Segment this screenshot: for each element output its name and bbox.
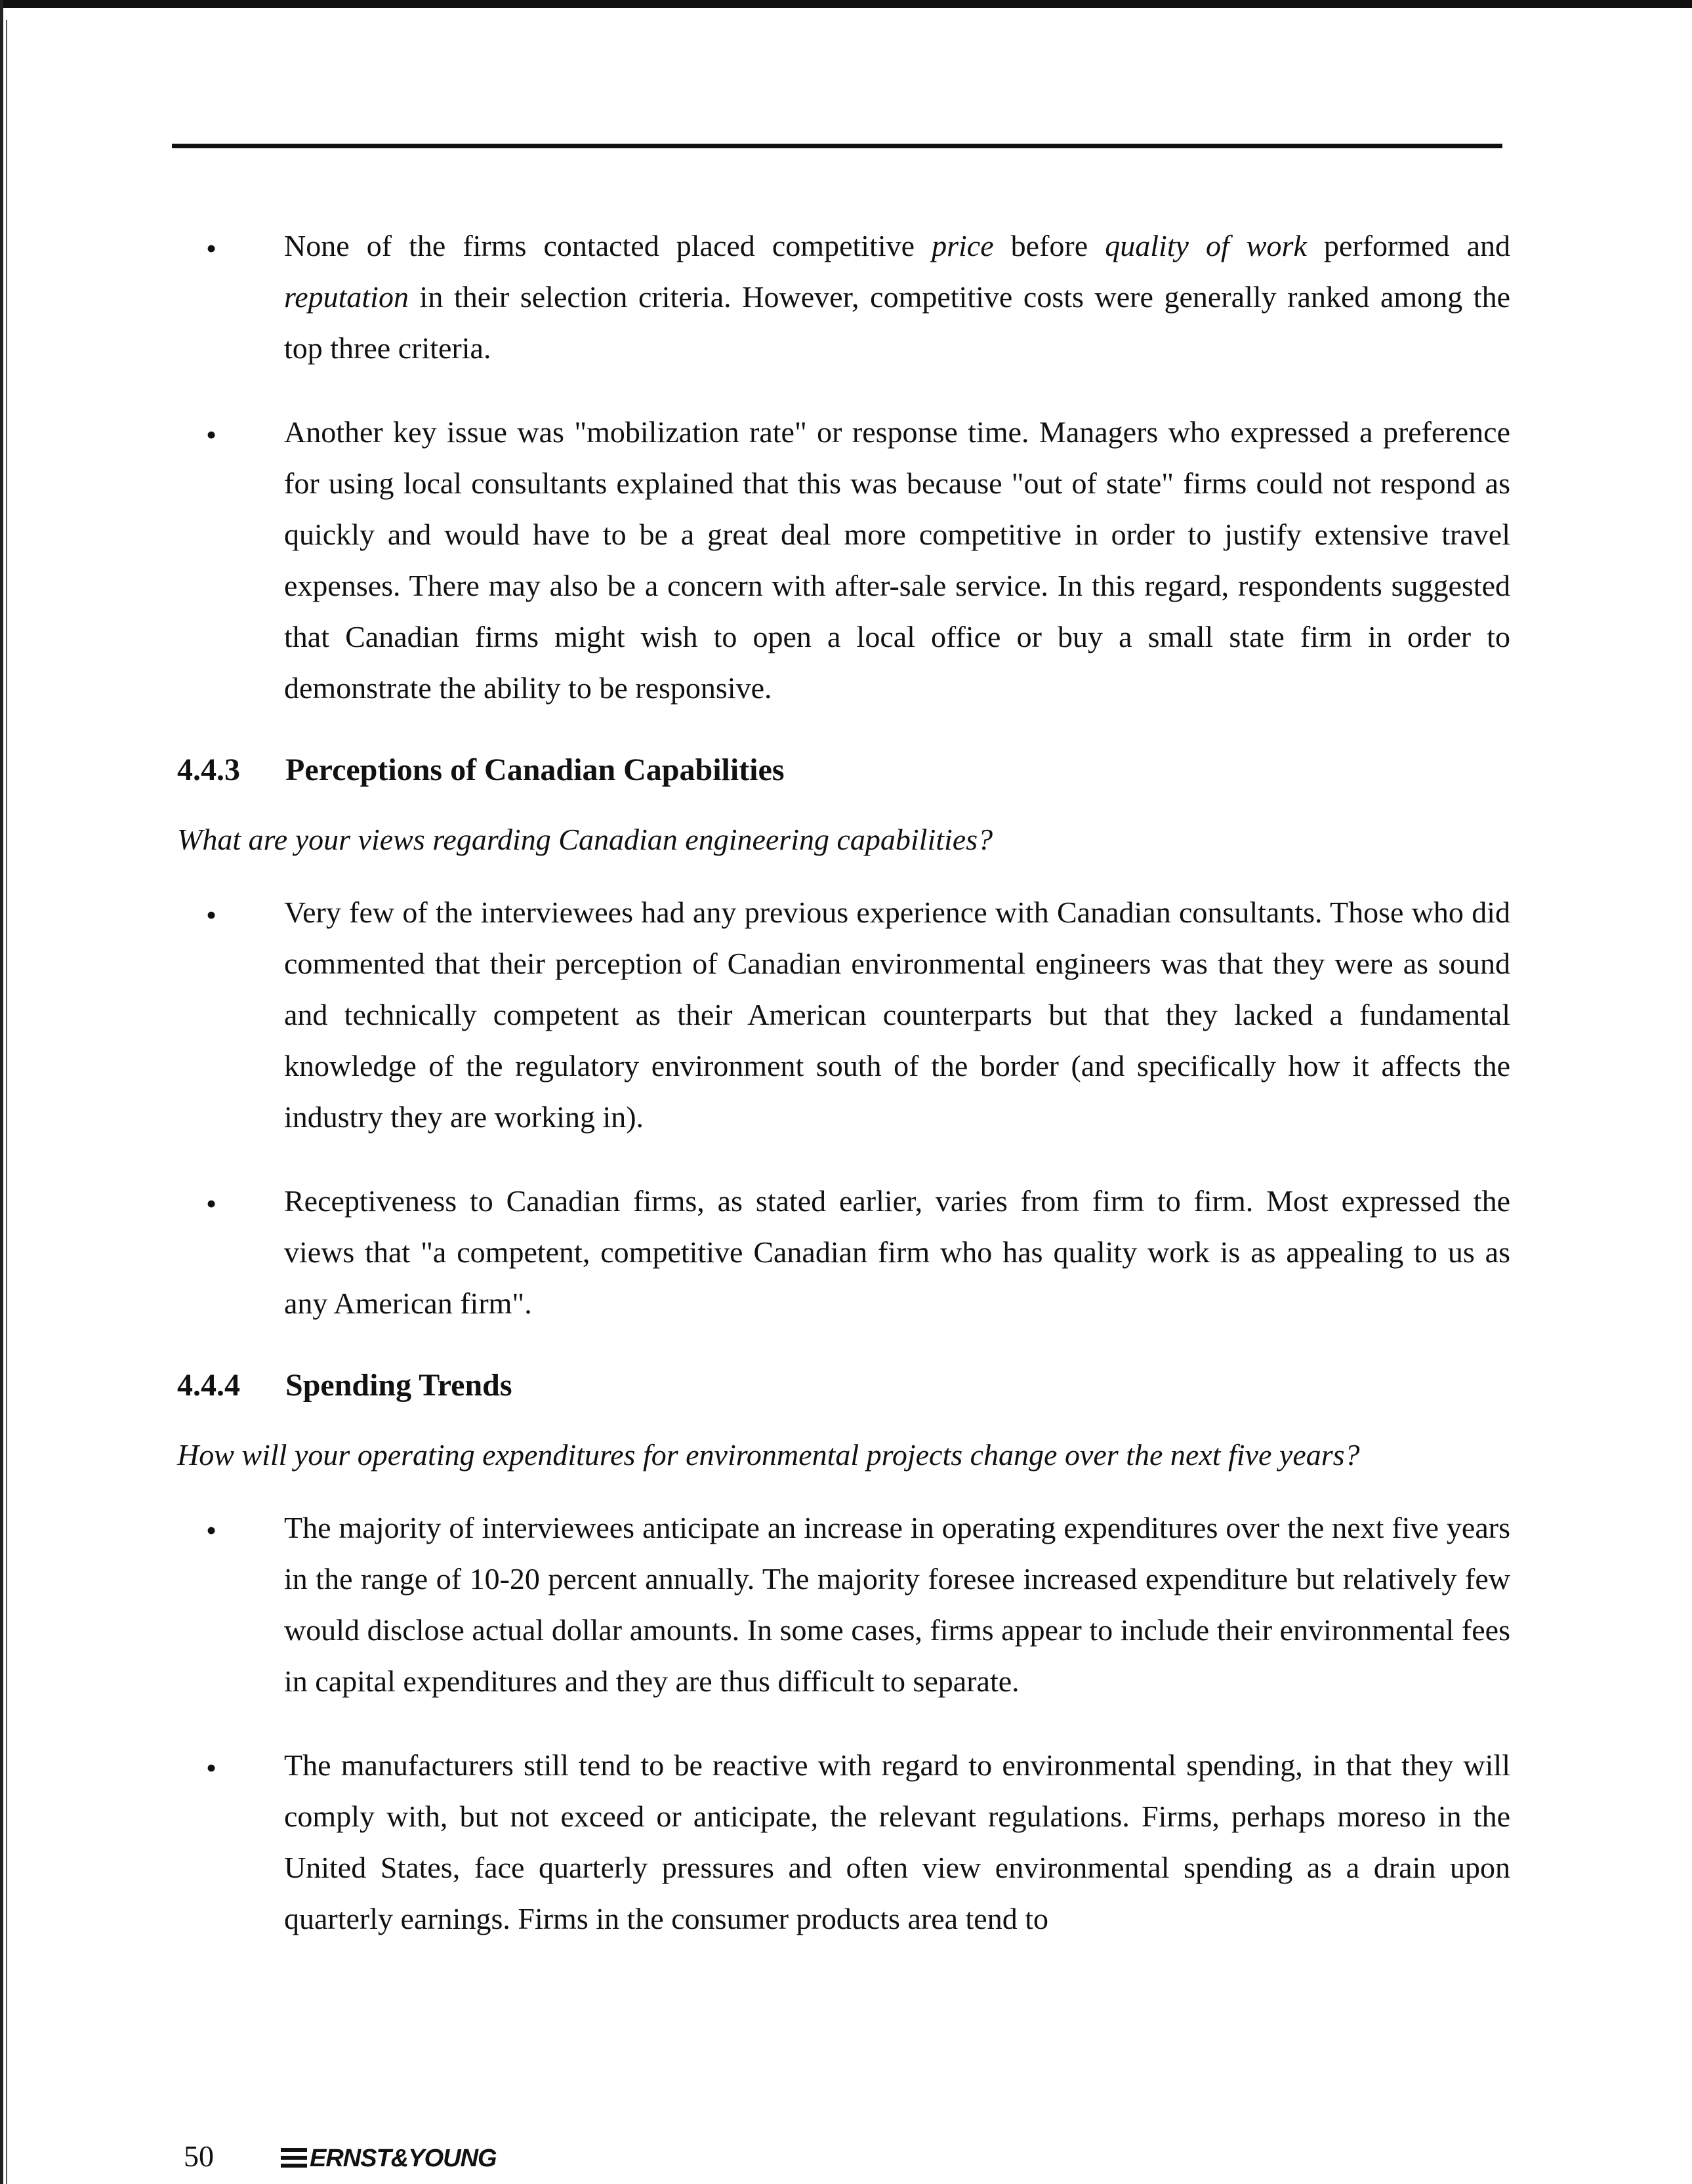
section-title: Spending Trends <box>285 1368 512 1403</box>
bullet-item <box>177 1502 1510 1707</box>
text-run: The manufacturers still tend to be reactive with regard to environmental spending, in that they will comply with, but not exceed or anticipate, the relevant regulations. Firms, perhaps moreso in the United States, face quarterly pressures and often view environmental spending as a drain upon quarterly earnings. Firms in the consumer products area tend to <box>284 1748 1510 1935</box>
logo-text: ERNST&YOUNG <box>310 2145 497 2172</box>
page-footer <box>184 2139 497 2174</box>
section-question: What are your views regarding Canadian engineering capabilities? <box>177 823 993 856</box>
text-run: before <box>993 229 1105 262</box>
bullet-icon: • <box>206 1751 217 1784</box>
scan-border-top <box>0 0 1692 8</box>
text-run: Receptiveness to Canadian firms, as stated earlier, varies from firm to firm. Most expressed the views that "a competent, competitive Canadian firm who has quality work is as appealing to us as any American firm". <box>284 1184 1510 1320</box>
text-run: Another key issue was "mobilization rate" or response time. Managers who expressed a preference for using local consultants explained that this was because "out of state" firms could not respond as quickly and would have to be a great deal more competitive in order to justify extensive travel expenses. There may also be a concern with after-sale service. In this regard, respondents suggested that Canadian firms might wish to open a local office or buy a small state firm in order to demonstrate the ability to be responsive. <box>284 415 1510 705</box>
text-run: performed and <box>1306 229 1510 262</box>
section-number: 4.4.3 <box>177 752 240 787</box>
bullet-text <box>284 1740 1510 1945</box>
emphasis-text: reputation <box>284 280 409 314</box>
bullet-text <box>284 887 1510 1143</box>
bullet-item <box>177 1176 1510 1329</box>
scan-border-left-inner <box>6 20 7 2184</box>
bullet-item <box>177 407 1510 714</box>
bullet-list-c <box>177 1502 1510 1945</box>
section-heading-4-4-4 <box>177 1366 1510 1405</box>
bullet-list-a <box>177 220 1510 714</box>
text-run: The majority of interviewees anticipate an increase in operating expenditures over the next five years in the range of 10-20 percent annually. The majority foresee increased expenditure but relatively few would disclose actual dollar amounts. In some cases, firms appear to include their environmental fees in capital expenditures and they are thus difficult to separate. <box>284 1511 1510 1698</box>
section-heading-4-4-3 <box>177 751 1510 790</box>
bullet-icon: • <box>206 1514 217 1547</box>
bullet-item <box>177 220 1510 374</box>
bullet-icon: • <box>206 1187 217 1220</box>
bullet-item <box>177 887 1510 1143</box>
scan-border-left <box>0 0 3 2184</box>
bullet-item <box>177 1740 1510 1945</box>
bullet-icon: • <box>206 232 217 265</box>
section-number: 4.4.4 <box>177 1368 240 1403</box>
bullet-text <box>284 1176 1510 1329</box>
text-run: in their selection criteria. However, competitive costs were generally ranked among the top three criteria. <box>284 280 1510 365</box>
page-content <box>177 220 1510 1977</box>
bullet-icon: • <box>206 898 217 932</box>
text-run: Very few of the interviewees had any previous experience with Canadian consultants. Those who did commented that their perception of Canadian environmental engineers was that they were as sound and technically competent as their American counterparts but that they lacked a fundamental knowledge of the regulatory environment south of the border (and specifically how it affects the industry they are working in). <box>284 896 1510 1134</box>
ernst-young-logo <box>281 2145 497 2172</box>
bullet-text <box>284 407 1510 714</box>
bullet-text <box>284 1502 1510 1707</box>
emphasis-text: price <box>932 229 994 262</box>
logo-mark-icon <box>281 2148 307 2168</box>
section-title: Perceptions of Canadian Capabilities <box>285 752 785 787</box>
emphasis-text: quality of work <box>1105 229 1307 262</box>
page-number: 50 <box>184 2139 214 2173</box>
section-question: How will your operating expenditures for environmental projects change over the next five years? <box>177 1438 1360 1472</box>
bullet-list-b <box>177 887 1510 1329</box>
header-rule <box>172 144 1502 148</box>
bullet-icon: • <box>206 418 217 451</box>
text-run: None of the firms contacted placed competitive <box>284 229 932 262</box>
bullet-text <box>284 220 1510 374</box>
